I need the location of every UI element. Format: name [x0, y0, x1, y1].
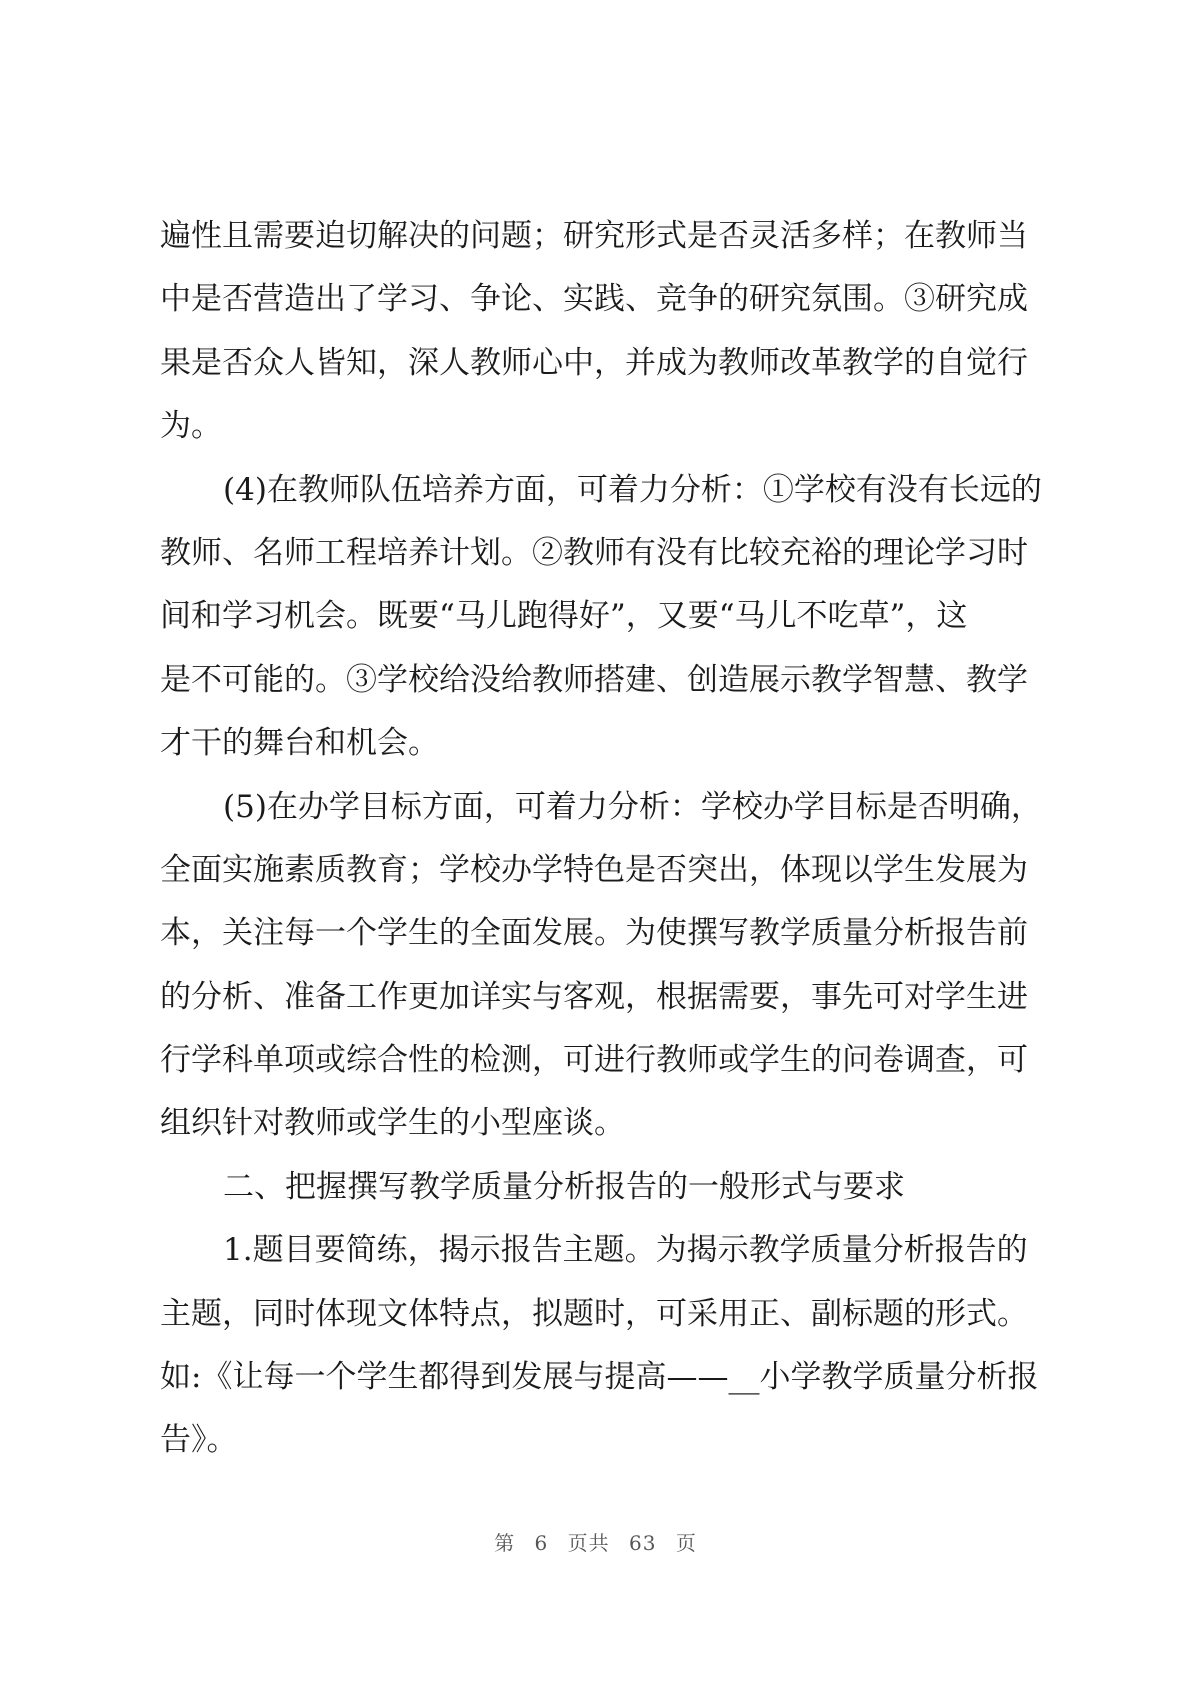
text-line: 间和学习机会。既要“马儿跑得好”，又要“马儿不吃草”，这	[160, 598, 968, 635]
text-line: 全面实施素质教育；学校办学特色是否突出，体现以学生发展为	[160, 851, 1028, 888]
text-line: 组织针对教师或学生的小型座谈。	[160, 1105, 625, 1142]
text-line: 才干的舞台和机会。	[160, 725, 439, 762]
text-line: 果是否众人皆知，深人教师心中，并成为教师改革教学的自觉行	[160, 344, 1028, 381]
footer-current-page: 6	[534, 1531, 549, 1555]
page-footer	[0, 1527, 1191, 1556]
text-line: 主题，同时体现文体特点，拟题时，可采用正、副标题的形式。	[160, 1295, 1028, 1332]
text-line: 为。	[160, 408, 222, 445]
text-line: 遍性且需要迫切解决的问题；研究形式是否灵活多样；在教师当	[160, 218, 1028, 254]
footer-prefix: 第	[494, 1531, 516, 1555]
text-line: 中是否营造出了学习、争论、实践、竞争的研究氛围。③研究成	[160, 281, 1028, 318]
paragraph-start-line: (4)在教师队伍培养方面，可着力分析：①学校有没有长远的	[223, 471, 1042, 508]
footer-total-pages: 63	[629, 1531, 657, 1555]
paragraph-start-line: (5)在办学目标方面，可着力分析：学校办学目标是否明确，	[223, 788, 1042, 825]
paragraph-start-line: 1.题目要简练，揭示报告主题。为揭示教学质量分析报告的	[223, 1232, 1028, 1269]
text-line: 本，关注每一个学生的全面发展。为使撰写教学质量分析报告前	[160, 915, 1028, 952]
text-line: 是不可能的。③学校给没给教师搭建、创造展示教学智慧、教学	[160, 661, 1028, 698]
text-line: 告》。	[160, 1422, 238, 1459]
text-line: 行学科单项或综合性的检测，可进行教师或学生的问卷调查，可	[160, 1042, 1028, 1079]
document-body	[160, 205, 1060, 1473]
footer-suffix: 页	[675, 1531, 697, 1555]
section-heading: 二、把握撰写教学质量分析报告的一般形式与要求	[223, 1168, 905, 1205]
text-line: 教师、名师工程培养计划。②教师有没有比较充裕的理论学习时	[160, 534, 1028, 571]
footer-middle: 页共	[567, 1531, 610, 1555]
text-line: 如:《让每一个学生都得到发展与提高——__小学教学质量分析报	[160, 1359, 1039, 1396]
text-line: 的分析、准备工作更加详实与客观，根据需要，事先可对学生进	[160, 978, 1028, 1015]
